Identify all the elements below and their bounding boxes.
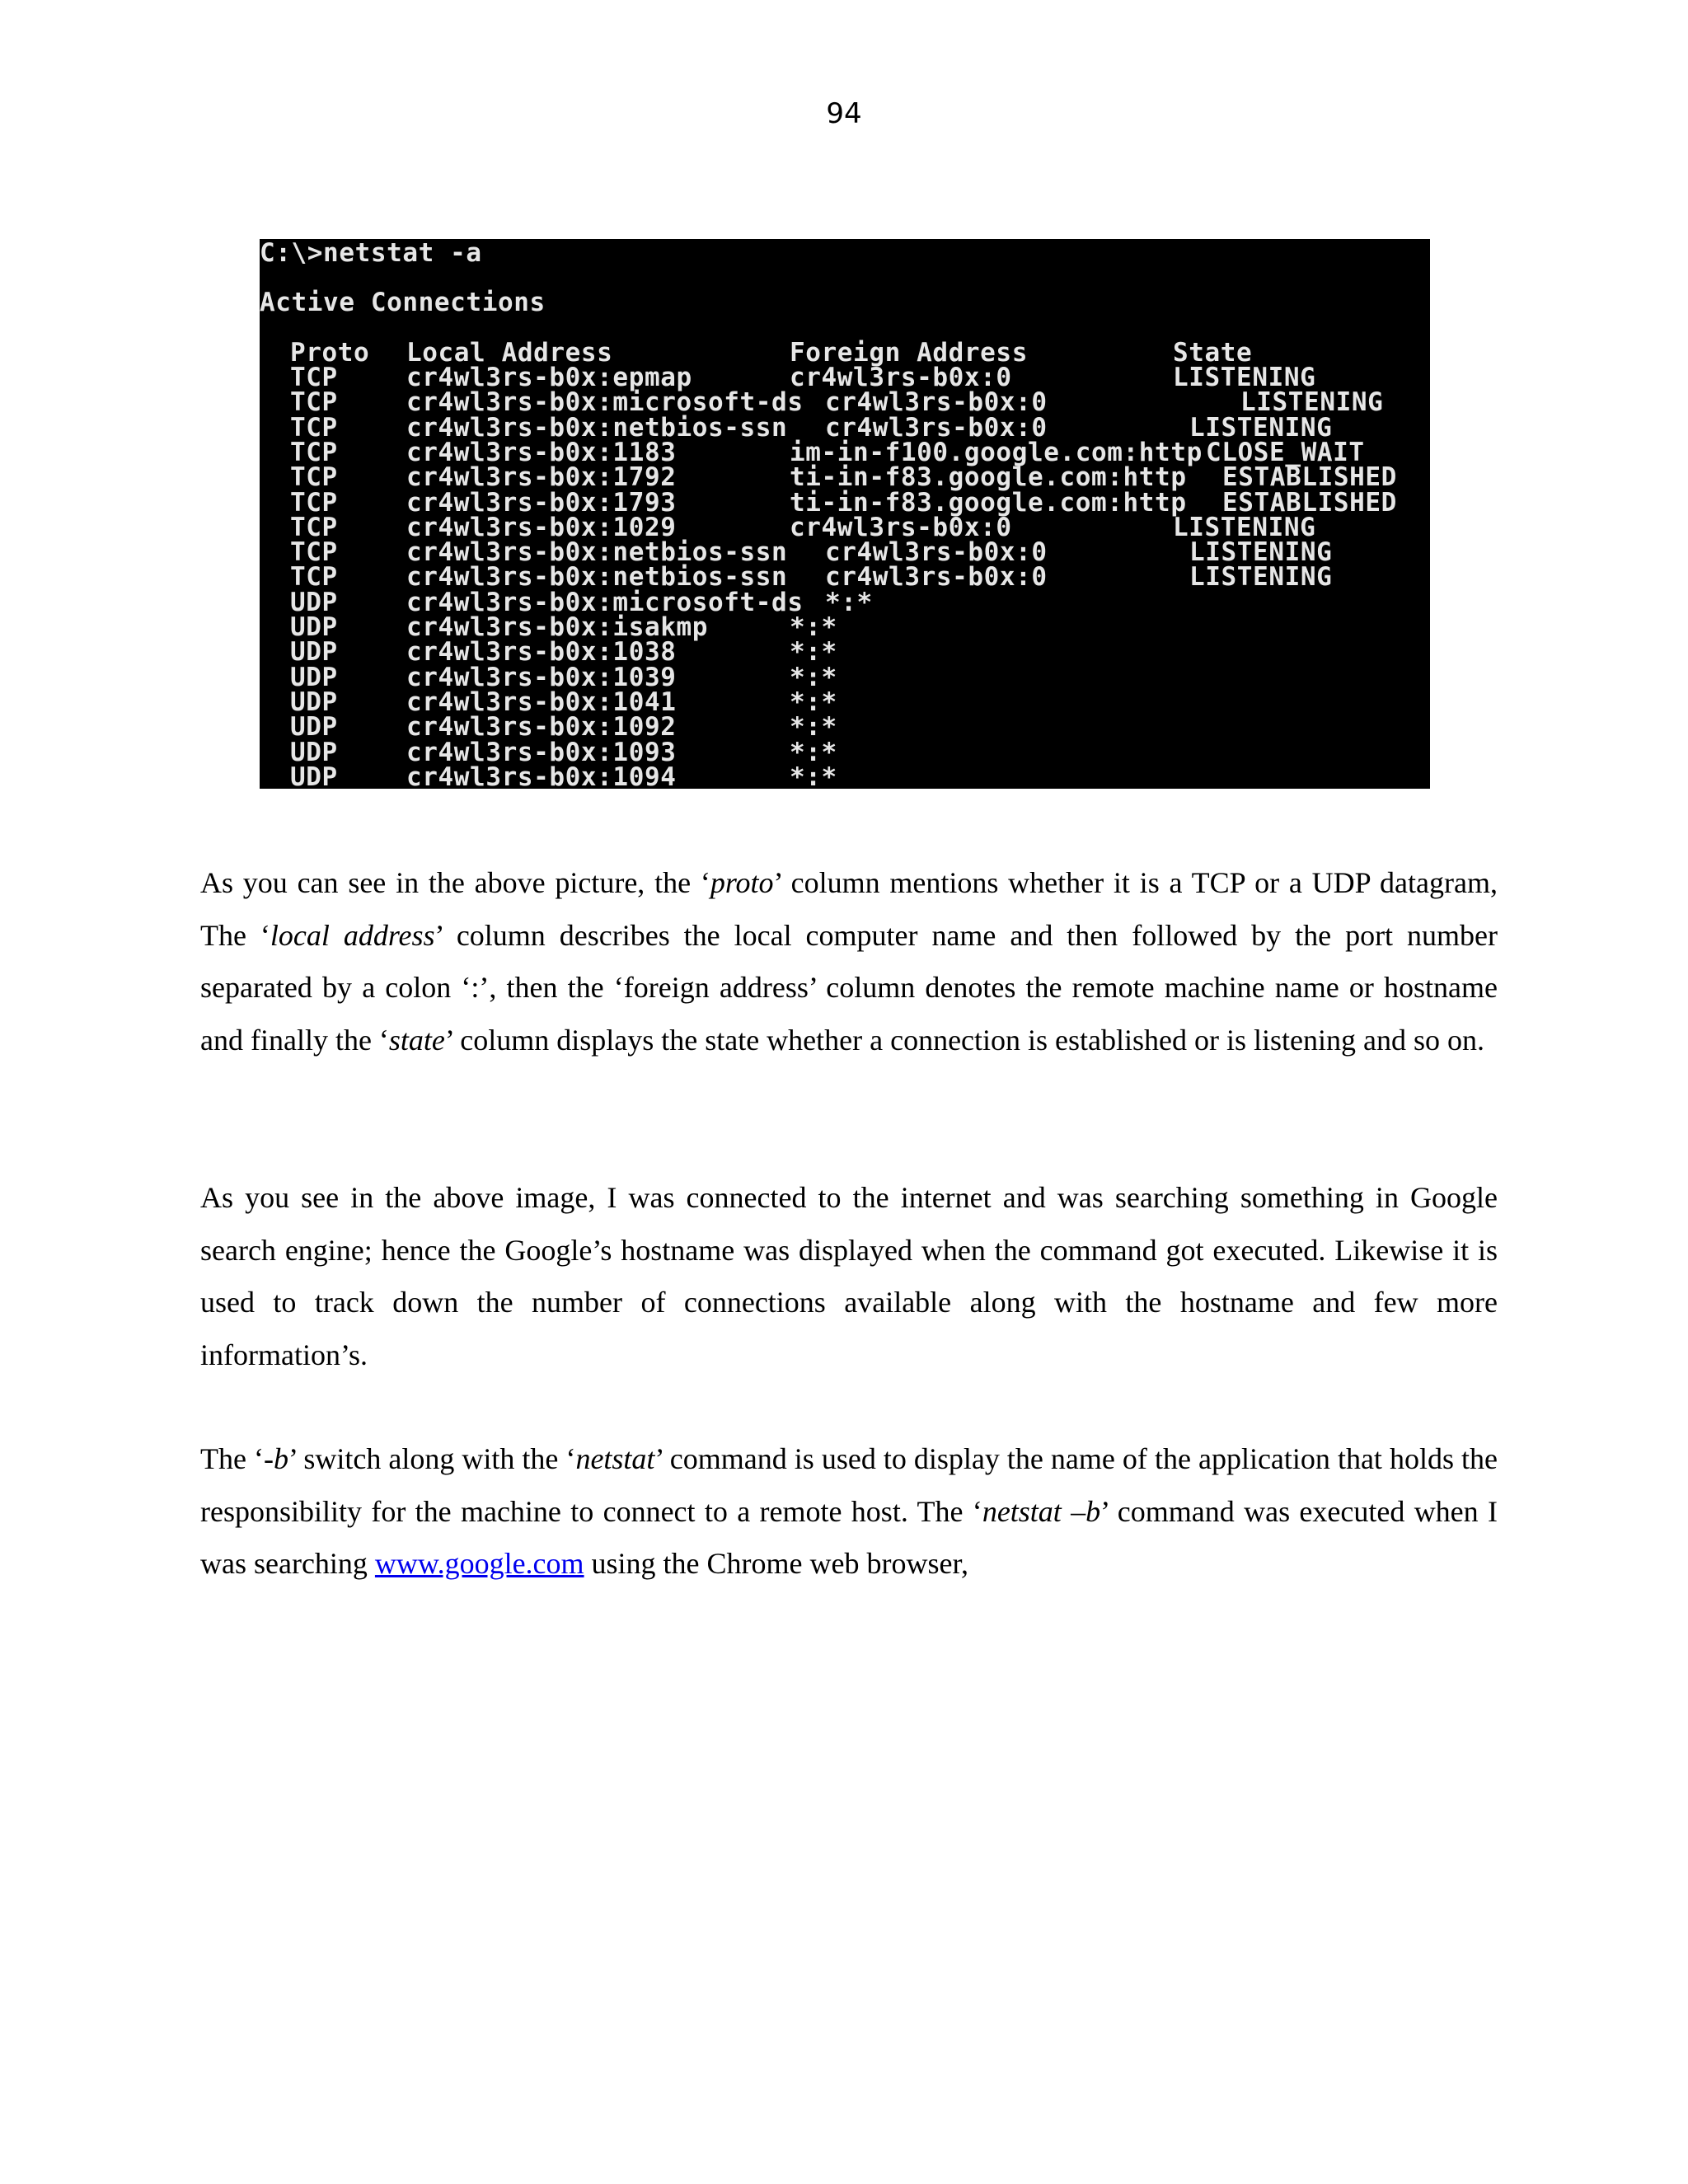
connection-proto: UDP <box>290 637 338 668</box>
column-header-local-address: Local Address <box>406 338 613 368</box>
connection-row <box>260 387 1430 418</box>
console-column-headers <box>260 338 1430 368</box>
connection-proto: UDP <box>290 612 338 642</box>
connection-row <box>260 587 1430 617</box>
paragraph-text: ’ column displays the state whether a connection is established or is listening and so on. <box>444 1023 1484 1057</box>
emphasis-term: state <box>388 1023 445 1057</box>
paragraph-google-connection <box>200 1172 1498 1381</box>
page-number: 94 <box>826 97 862 130</box>
connection-state: LISTENING <box>1173 363 1316 392</box>
connection-proto: TCP <box>290 487 338 518</box>
connection-foreign-address: ti-in-f83.google.com:http <box>790 487 1187 518</box>
emphasis-term: netstat <box>575 1442 655 1475</box>
connection-local-address: cr4wl3rs-b0x:microsoft-ds <box>406 587 804 617</box>
connection-foreign-address: *:* <box>790 712 837 743</box>
paragraph-text: ’ switch along with the ‘ <box>288 1442 576 1475</box>
connection-foreign-address: cr4wl3rs-b0x:0 <box>825 387 1048 418</box>
connection-foreign-address: *:* <box>790 637 837 668</box>
connection-local-address: cr4wl3rs-b0x:1029 <box>406 512 677 542</box>
connection-proto: TCP <box>290 412 338 443</box>
connection-row <box>260 512 1430 542</box>
paragraph-text: using the Chrome web browser, <box>584 1547 969 1580</box>
connection-proto: TCP <box>290 387 338 418</box>
connection-proto: TCP <box>290 462 338 493</box>
connection-row <box>260 365 1430 390</box>
connection-proto: TCP <box>290 537 338 568</box>
connection-local-address: cr4wl3rs-b0x:1041 <box>406 687 677 717</box>
connection-foreign-address: *:* <box>790 687 837 717</box>
connection-foreign-address: im-in-f100.google.com:http <box>790 437 1203 467</box>
connection-row <box>260 537 1430 568</box>
connection-proto: UDP <box>290 587 338 617</box>
connection-state: ESTABLISHED <box>1222 487 1397 518</box>
paragraph-text: ’ command is used to display the name of the application that holds the responsibility for the machine to connect to a remote host. The ‘ <box>200 1442 1498 1528</box>
connection-foreign-address: *:* <box>790 762 837 789</box>
connection-row <box>260 637 1430 668</box>
connection-foreign-address: *:* <box>790 737 837 767</box>
connection-local-address: cr4wl3rs-b0x:1094 <box>406 762 677 789</box>
connection-local-address: cr4wl3rs-b0x:microsoft-ds <box>406 387 804 418</box>
connection-proto: UDP <box>290 712 338 743</box>
connection-row <box>260 762 1430 789</box>
paragraph-text: As you see in the above image, I was connected to the internet and was searching something in Google search engine; hence the Google’s hostname was displayed when the command got executed. Likewise it is used to track down the number of connections available along with the hostname and few more information’s. <box>200 1181 1498 1371</box>
connection-row <box>260 737 1430 767</box>
paragraph-text: The ‘ <box>200 1442 264 1475</box>
column-header-foreign-address: Foreign Address <box>790 338 1028 368</box>
connection-local-address: cr4wl3rs-b0x:1183 <box>406 437 677 467</box>
emphasis-term: -b <box>264 1442 288 1475</box>
connection-local-address: cr4wl3rs-b0x:1792 <box>406 462 677 493</box>
connection-foreign-address: cr4wl3rs-b0x:0 <box>825 562 1048 593</box>
connection-local-address: cr4wl3rs-b0x:1038 <box>406 637 677 668</box>
connection-foreign-address: ti-in-f83.google.com:http <box>790 462 1187 493</box>
connection-state: LISTENING <box>1240 387 1384 418</box>
paragraph-text: As you can see in the above picture, the ‘ <box>200 866 710 899</box>
connection-row <box>260 612 1430 642</box>
column-header-state: State <box>1173 338 1253 368</box>
emphasis-term: local address <box>270 918 435 952</box>
paragraph-text: ’ command was executed when I was searching <box>200 1494 1498 1580</box>
connection-state: CLOSE_WAIT <box>1206 437 1365 467</box>
console-command-line: C:\>netstat -a <box>260 239 482 268</box>
connection-proto: UDP <box>290 662 338 692</box>
connection-foreign-address: cr4wl3rs-b0x:0 <box>790 512 1012 542</box>
paragraph-proto-explanation <box>200 857 1498 1066</box>
connection-foreign-address: cr4wl3rs-b0x:0 <box>825 537 1048 568</box>
connection-row <box>260 462 1430 493</box>
paragraph-text: ’ column describes the local computer name and then followed by the port number separated by a colon ‘:’, then the ‘foreign address’ column denotes the remote machine name or hostname and finally the ‘ <box>200 918 1498 1057</box>
connection-row <box>260 712 1430 743</box>
connection-local-address: cr4wl3rs-b0x:netbios-ssn <box>406 412 788 443</box>
connection-foreign-address: cr4wl3rs-b0x:0 <box>825 412 1048 443</box>
connection-local-address: cr4wl3rs-b0x:1092 <box>406 712 677 743</box>
connection-state: LISTENING <box>1189 537 1333 568</box>
connection-state: LISTENING <box>1189 412 1333 443</box>
connection-state: LISTENING <box>1189 562 1333 593</box>
connection-foreign-address: cr4wl3rs-b0x:0 <box>790 363 1012 392</box>
connection-local-address: cr4wl3rs-b0x:isakmp <box>406 612 709 642</box>
connection-row <box>260 662 1430 692</box>
connection-state: LISTENING <box>1173 512 1316 542</box>
connection-local-address: cr4wl3rs-b0x:netbios-ssn <box>406 537 788 568</box>
paragraph-text: ’ column mentions whether it is a TCP or a UDP datagram, The ‘ <box>200 866 1498 952</box>
connection-local-address: cr4wl3rs-b0x:1093 <box>406 737 677 767</box>
connection-row <box>260 437 1430 467</box>
paragraph-b-switch <box>200 1433 1498 1591</box>
emphasis-term: netstat –b <box>982 1494 1101 1528</box>
console-heading: Active Connections <box>260 288 546 317</box>
connection-local-address: cr4wl3rs-b0x:netbios-ssn <box>406 562 788 593</box>
connection-row <box>260 562 1430 593</box>
connection-foreign-address: *:* <box>790 612 837 642</box>
connection-foreign-address: *:* <box>790 662 837 692</box>
connection-row <box>260 687 1430 717</box>
connection-row <box>260 487 1430 518</box>
connection-foreign-address: *:* <box>825 587 873 617</box>
connection-local-address: cr4wl3rs-b0x:1039 <box>406 662 677 692</box>
connection-local-address: cr4wl3rs-b0x:epmap <box>406 363 692 392</box>
emphasis-term: proto <box>710 866 774 899</box>
connection-proto: UDP <box>290 687 338 717</box>
connection-proto: TCP <box>290 437 338 467</box>
connection-proto: UDP <box>290 737 338 767</box>
connection-proto: TCP <box>290 363 338 392</box>
connection-proto: UDP <box>290 762 338 789</box>
connection-proto: TCP <box>290 512 338 542</box>
connection-row <box>260 412 1430 443</box>
connection-proto: TCP <box>290 562 338 593</box>
column-header-proto: Proto <box>290 338 370 368</box>
connection-local-address: cr4wl3rs-b0x:1793 <box>406 487 677 518</box>
netstat-console-screenshot <box>260 239 1430 789</box>
connection-state: ESTABLISHED <box>1222 462 1397 493</box>
google-link[interactable]: www.google.com <box>374 1547 584 1580</box>
